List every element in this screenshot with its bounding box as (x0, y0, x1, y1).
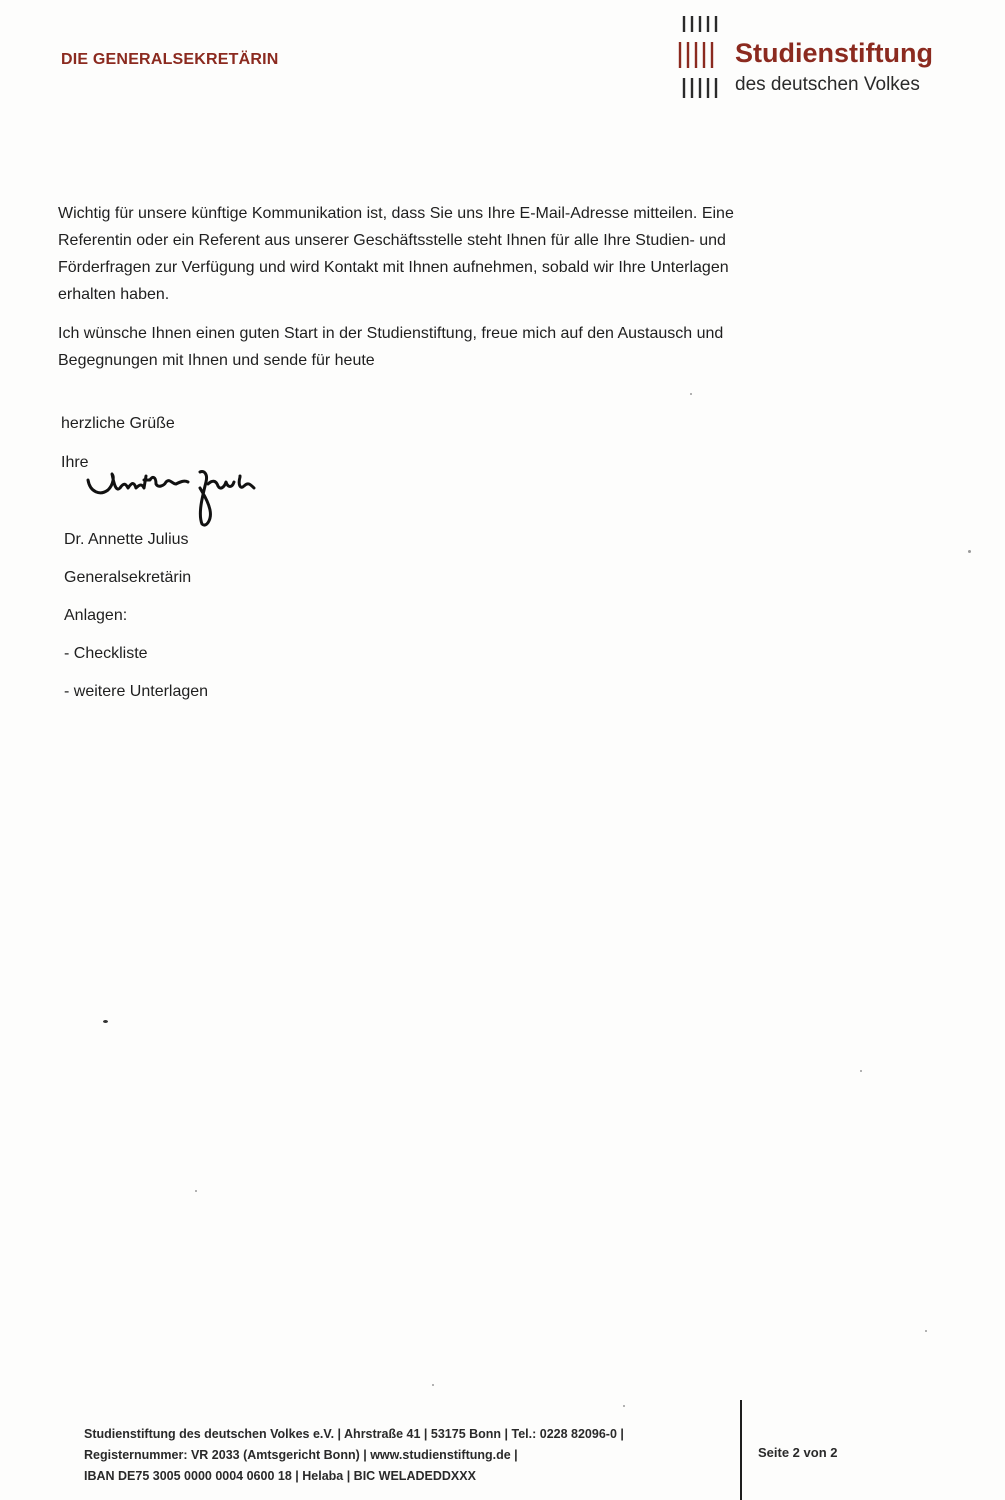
footer-line: IBAN DE75 3005 0000 0004 0600 18 | Helaba | BIC WELADEDDXXX (84, 1469, 476, 1483)
handwritten-signature (84, 466, 259, 530)
footer-imprint (84, 1424, 624, 1487)
closing-phrase: herzliche Grüße (61, 415, 175, 432)
organization-logo (678, 14, 958, 100)
scan-speck (925, 1330, 927, 1332)
scan-speck (195, 1190, 197, 1192)
attachment-item: - Checkliste (64, 645, 148, 662)
signatory-title: Generalsekretärin (64, 569, 192, 586)
attachment-item: - weitere Unterlagen (64, 683, 209, 700)
signatory-name: Dr. Annette Julius (64, 531, 189, 548)
footer-line: Registernummer: VR 2033 (Amtsgericht Bonn) | www.studienstiftung.de | (84, 1448, 518, 1462)
letter-paragraph-1: Wichtig für unsere künftige Kommunikation ist, dass Sie uns Ihre E-Mail-Adresse mitteilen. Eine Referentin oder ein Referent aus unserer Geschäftsstelle steht Ihnen für alle Ihre Studien- und Förderfragen zur Verfügung und wird Kontakt mit Ihnen aufnehmen, sobald wir Ihre Unterlagen erhalten haben. (58, 205, 734, 303)
logo-name: Studienstiftung (735, 38, 933, 68)
logo-bars-icon (678, 14, 722, 100)
attachments-label: Anlagen: (64, 607, 128, 624)
logo-subtitle: des deutschen Volkes (735, 74, 920, 95)
letter-paragraph-2: Ich wünsche Ihnen einen guten Start in der Studienstiftung, freue mich auf den Austausch und Begegnungen mit Ihnen und sende für heute (58, 325, 724, 369)
footer-divider (740, 1400, 742, 1500)
scan-speck (432, 1384, 434, 1386)
letterhead-title: DIE GENERALSEKRETÄRIN (61, 51, 279, 68)
scan-speck (690, 393, 692, 395)
scan-speck (103, 1020, 108, 1023)
closing-pronoun: Ihre (61, 454, 89, 471)
footer-line: Studienstiftung des deutschen Volkes e.V. | Ahrstraße 41 | 53175 Bonn | Tel.: 0228 82096-0 | (84, 1427, 624, 1441)
scan-speck (623, 1405, 625, 1407)
scan-speck (860, 1070, 862, 1072)
scan-speck (968, 550, 971, 553)
page-number: Seite 2 von 2 (758, 1445, 838, 1460)
